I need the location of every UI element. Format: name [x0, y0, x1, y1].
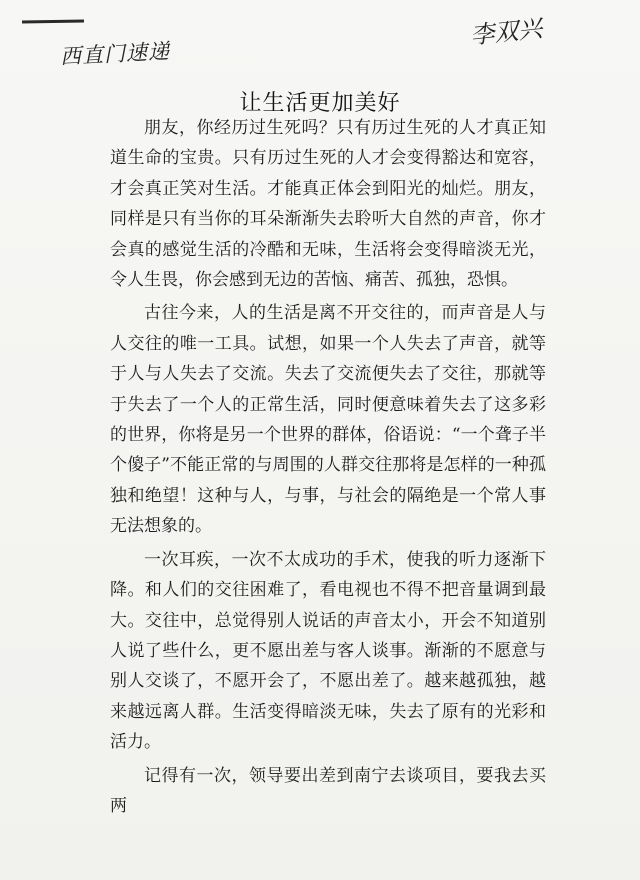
handwritten-signature: 李双兴 [468, 14, 544, 50]
document-body [110, 113, 546, 824]
handwritten-note: 西直门速递 [59, 39, 171, 69]
paragraph-3: 一次耳疾，一次不太成功的手术，使我的听力逐渐下降。和人们的交往困难了，看电视也不得不把音量调到最大。交往中，总觉得别人说话的声音太小，开会不知道别人说了些什么，更不愿出差与客人谈事。渐渐的不愿意与别人交谈了，不愿开会了，不愿出差了。越来越孤独，越来越远离人群。生活变得暗淡无味，失去了原有的光彩和活力。 [110, 549, 546, 753]
paragraph-2: 古往今来，人的生活是离不开交往的，而声音是人与人交往的唯一工具。试想，如果一个人失去了声音，就等于人与人失去了交流。失去了交流便失去了交往，那就等于失去了一个人的正常生活，同时便意味着失去了这多彩的世界，你将是另一个世界的群体，俗语说：“一个聋子半个傻子”不能正常的与周围的人群交往那将是怎样的一种孤独和绝望！这种与人，与事，与社会的隔绝是一个常人事无法想象的。 [110, 303, 546, 537]
paragraph-4: 记得有一次，领导要出差到南宁去谈项目，要我去买两 [110, 765, 546, 816]
document-title: 让生活更加美好 [239, 91, 401, 116]
scan-mark-line [22, 19, 84, 23]
paragraph-1: 朋友，你经历过生死吗？只有历过生死的人才真正知道生命的宝贵。只有历过生死的人才会变得豁达和宽容，才会真正笑对生活。才能真正体会到阳光的灿烂。朋友，同样是只有当你的耳朵渐渐失去聆听大自然的声音，你才会真的感觉生活的冷酷和无味，生活将会变得暗淡无光，令人生畏，你会感到无边的苦恼、痛苦、孤独，恐惧。 [110, 118, 546, 291]
